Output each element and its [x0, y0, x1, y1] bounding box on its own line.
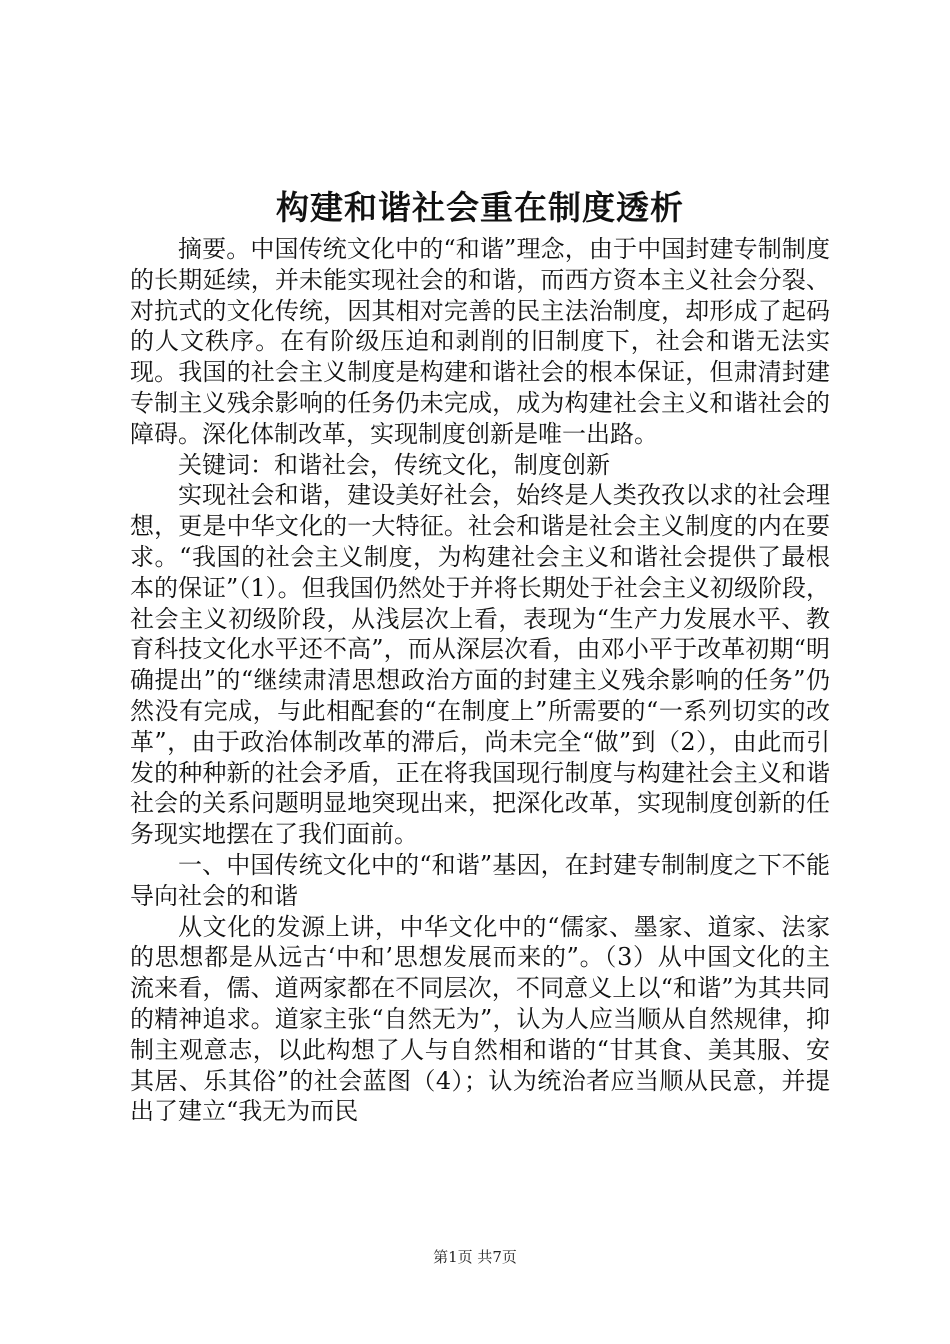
document-body	[130, 234, 830, 1127]
document-page	[130, 182, 830, 1127]
body-paragraph: 实现社会和谐，建设美好社会，始终是人类孜孜以求的社会理想，更是中华文化的一大特征。社会和谐是社会主义制度的内在要求。“我国的社会主义制度，为构建社会主义和谐社会提供了最根本的保证”（1）。但我国仍然处于并将长期处于社会主义初级阶段，社会主义初级阶段，从浅层次上看，表现为“生产力发展水平、教育科技文化水平还不高”，而从深层次看，由邓小平于改革初期“明确提出”的“继续肃清思想政治方面的封建主义残余影响的任务”仍然没有完成，与此相配套的“在制度上”所需要的“一系列切实的改革”，由于政治体制改革的滞后，尚未完全“做”到（2），由此而引发的种种新的社会矛盾，正在将我国现行制度与构建社会主义和谐社会的关系问题明显地突现出来，把深化改革，实现制度创新的任务现实地摆在了我们面前。	[130, 481, 830, 849]
body-paragraph: 从文化的发源上讲，中华文化中的“儒家、墨家、道家、法家的思想都是从远古‘中和’思想发展而来的”。（3）从中国文化的主流来看，儒、道两家都在不同层次，不同意义上以“和谐”为其共同的精神追求。道家主张“自然无为”，认为人应当顺从自然规律，抑制主观意志，以此构想了人与自然相和谐的“甘其食、美其服、安其居、乐其俗”的社会蓝图（4）；认为统治者应当顺从民意，并提出了建立“我无为而民	[130, 912, 830, 1126]
section-heading: 一、中国传统文化中的“和谐”基因，在封建专制制度之下不能导向社会的和谐	[130, 850, 830, 910]
document-title: 构建和谐社会重在制度透析	[276, 188, 684, 227]
keywords-paragraph: 关键词：和谐社会，传统文化，制度创新	[178, 450, 610, 479]
page-number-footer: 第1页 共7页	[433, 1248, 517, 1266]
abstract-paragraph: 摘要。中国传统文化中的“和谐”理念，由于中国封建专制制度的长期延续，并未能实现社会的和谐，而西方资本主义社会分裂、对抗式的文化传统，因其相对完善的民主法治制度，却形成了起码的人文秩序。在有阶级压迫和剥削的旧制度下，社会和谐无法实现。我国的社会主义制度是构建和谐社会的根本保证，但肃清封建专制主义残余影响的任务仍未完成，成为构建社会主义和谐社会的障碍。深化体制改革，实现制度创新是唯一出路。	[130, 235, 830, 448]
